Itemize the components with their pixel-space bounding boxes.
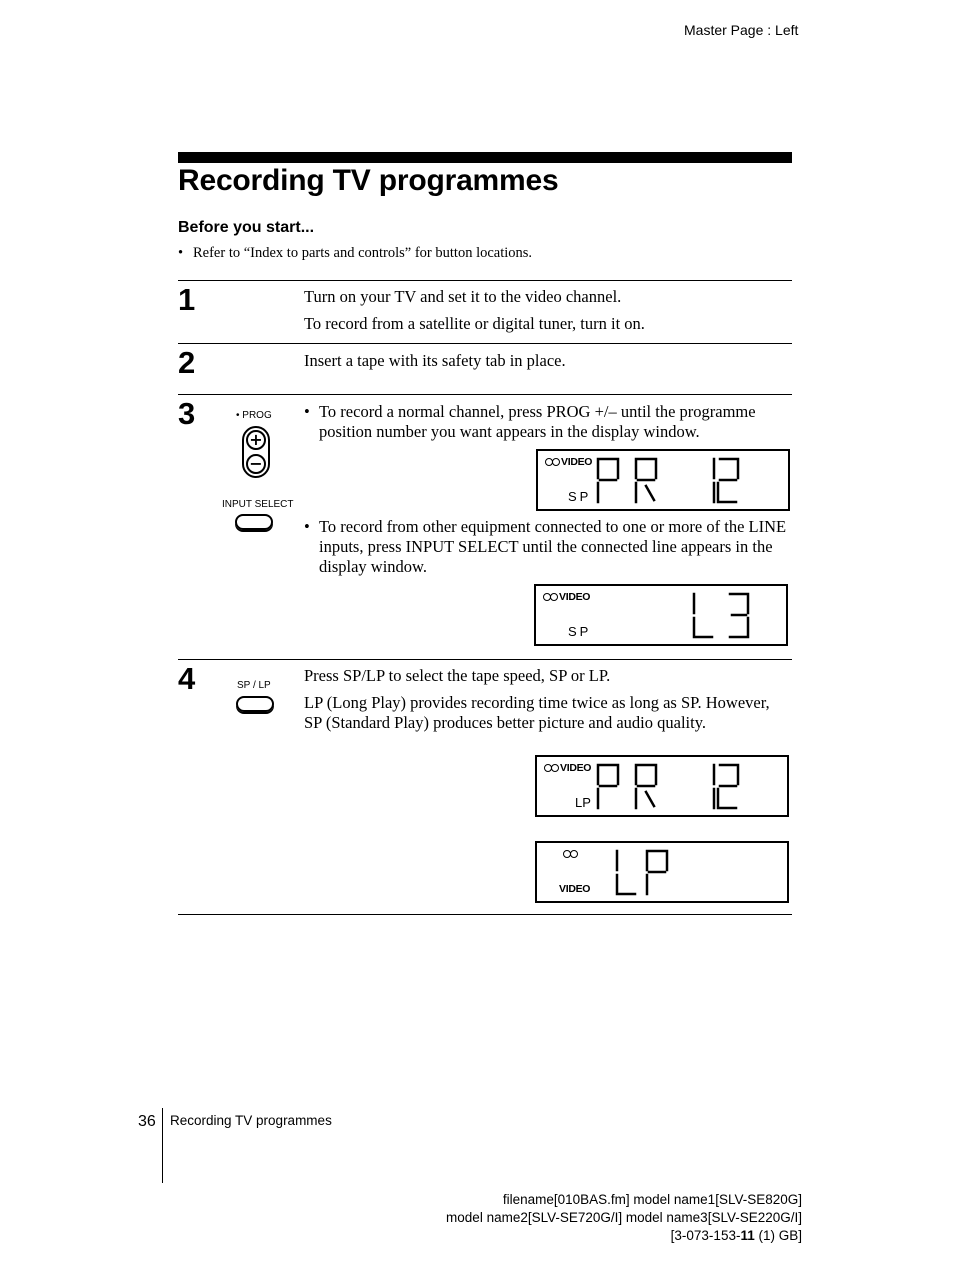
prog-label: • PROG <box>236 410 272 421</box>
bullet: • <box>304 402 310 421</box>
step-number-4: 4 <box>178 661 196 696</box>
step1-line1: Turn on your TV and set it to the video channel. <box>304 287 622 306</box>
tape-icon <box>563 848 578 860</box>
tape-speed-indicator: LP <box>575 795 591 810</box>
step-divider <box>178 343 792 344</box>
bullet: • <box>178 245 184 261</box>
step3-bullet-2 <box>304 517 794 577</box>
footer-code: [3-073-153-11 (1) GB] <box>670 1228 802 1243</box>
end-rule <box>178 914 792 915</box>
step-number-1: 1 <box>178 282 196 317</box>
bullet: • <box>304 517 310 536</box>
display-window-l3-sp <box>534 584 788 646</box>
step-divider <box>178 280 792 281</box>
segment-display-pr12 <box>594 456 754 506</box>
sp-lp-button-icon <box>236 696 274 712</box>
step2-line1: Insert a tape with its safety tab in place. <box>304 351 566 370</box>
plus-icon: + <box>246 430 266 450</box>
segment-display-lp <box>611 848 681 898</box>
sp-lp-label: SP / LP <box>237 680 271 691</box>
tape-video-icon: VIDEO <box>545 456 592 468</box>
page-number: 36 <box>138 1113 156 1130</box>
step-divider <box>178 394 792 395</box>
step3-bullet-2-text: To record from other equipment connected to one or more of the LINE inputs, press INPUT SELECT until the connected line appears in the display window. <box>319 517 787 576</box>
tape-speed-indicator: SP <box>568 624 592 639</box>
footer-metadata <box>446 1191 802 1245</box>
display-window-pr12-lp <box>535 755 789 817</box>
tape-video-icon: VIDEO <box>543 591 590 603</box>
before-note-text: Refer to “Index to parts and controls” for button locations. <box>193 245 533 261</box>
footer-models: model name2[SLV-SE720G/I] model name3[SLV-SE220G/I] <box>446 1210 802 1225</box>
step3-bullet-1-text: To record a normal channel, press PROG +/– until the programme position number you want appears in the display window. <box>319 402 756 441</box>
segment-display-l3 <box>686 591 766 641</box>
before-heading: Before you start... <box>178 219 315 236</box>
step4-line1: Press SP/LP to select the tape speed, SP or LP. <box>304 666 611 685</box>
display-window-pr12-sp <box>536 449 790 511</box>
step-number-2: 2 <box>178 345 196 380</box>
video-indicator: VIDEO <box>559 883 591 895</box>
title-bar <box>178 152 792 163</box>
footer-section-title: Recording TV programmes <box>170 1113 332 1128</box>
step3-bullet-1 <box>304 402 794 442</box>
input-select-label: INPUT SELECT <box>222 499 294 510</box>
step4-line2: LP (Long Play) provides recording time twice as long as SP. However, SP (Standard Play) produces better picture and audio quality. <box>304 693 770 732</box>
minus-icon: − <box>246 454 266 474</box>
input-select-button-icon <box>235 514 273 530</box>
footer-divider <box>162 1108 163 1183</box>
tape-speed-indicator: SP <box>568 489 592 504</box>
step-number-3: 3 <box>178 396 196 431</box>
footer-filename: filename[010BAS.fm] model name1[SLV-SE820G] <box>502 1192 802 1207</box>
step1-line2: To record from a satellite or digital tuner, turn it on. <box>304 314 645 333</box>
step-divider <box>178 659 792 660</box>
display-window-lp <box>535 841 789 903</box>
prog-rocker-key <box>242 426 270 478</box>
segment-display-pr12 <box>594 762 754 812</box>
before-note <box>178 245 532 262</box>
master-page-label: Master Page : Left <box>684 22 799 38</box>
page-title: Recording TV programmes <box>178 164 559 197</box>
tape-video-icon: VIDEO <box>544 762 591 774</box>
